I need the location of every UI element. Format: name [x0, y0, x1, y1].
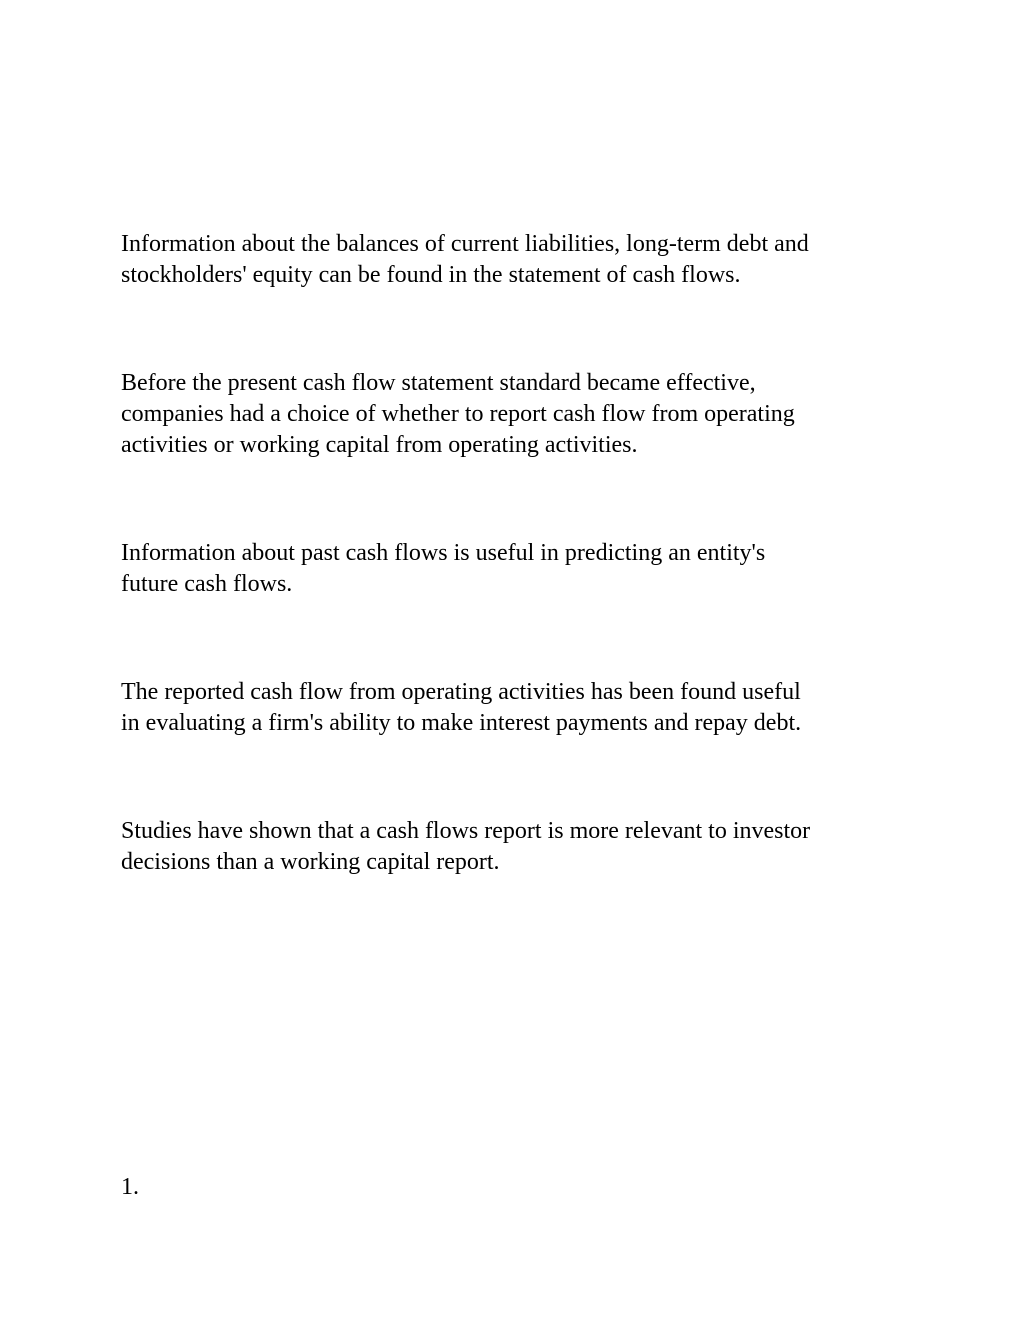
statement-paragraph-1: Information about the balances of current liabilities, long-term debt and stockholders' equity can be found in the statement of cash flows. [121, 231, 809, 288]
statement-paragraph-3: Information about past cash flows is useful in predicting an entity's future cash flows. [121, 540, 766, 597]
statement-paragraph-2: Before the present cash flow statement standard became effective, companies had a choice of whether to report cash flow from operating activities or working capital from operating activities. [121, 370, 795, 458]
item-number: 1. [121, 1174, 139, 1200]
statement-paragraph-4: The reported cash flow from operating activities has been found useful in evaluating a firm's ability to make interest payments and repay debt. [121, 679, 802, 736]
statement-paragraph-5: Studies have shown that a cash flows report is more relevant to investor decisions than a working capital report. [121, 818, 811, 875]
